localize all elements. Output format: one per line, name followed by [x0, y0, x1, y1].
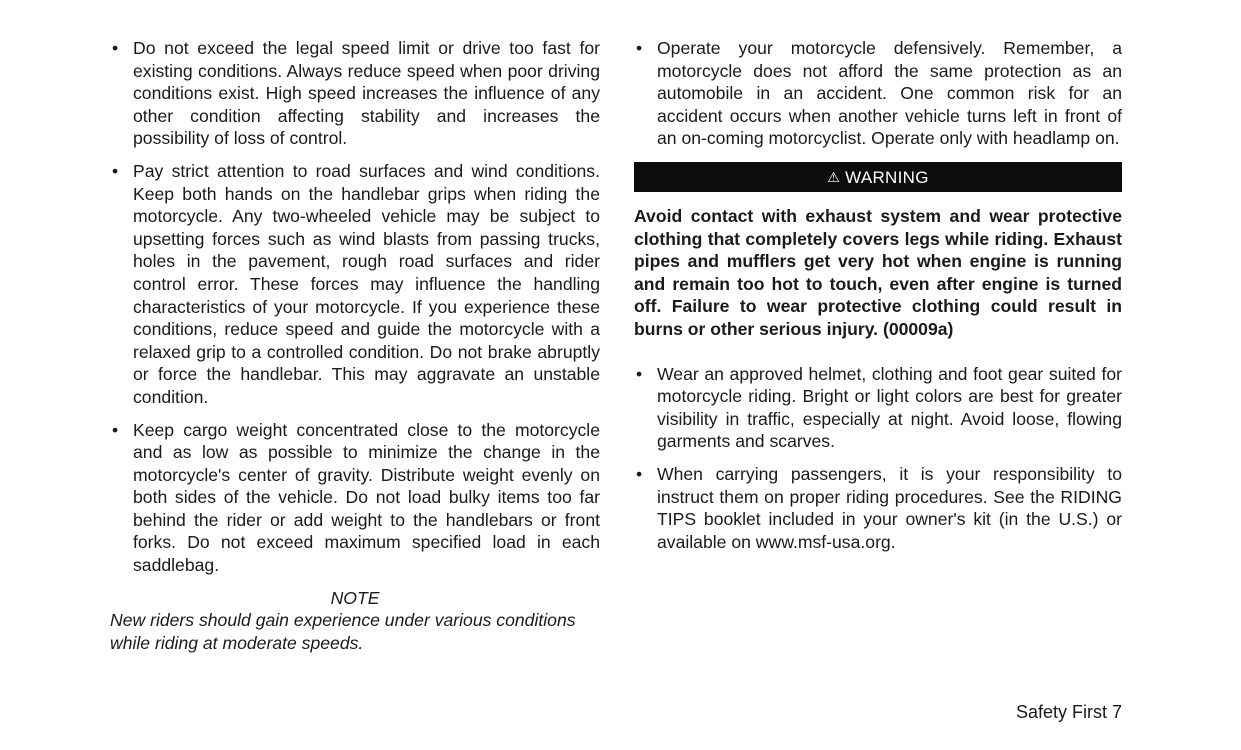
warning-triangle-icon: ⚠ — [827, 168, 841, 185]
bullet-text: When carrying passengers, it is your responsibility to instruct them on proper riding procedures. See the RIDING TIPS booklet included in your owner's kit (in the U.S.) or available on www.msf-usa.org. — [657, 463, 1122, 552]
note-heading: NOTE — [330, 587, 380, 608]
warning-label: WARNING — [845, 167, 929, 187]
warning-banner — [634, 162, 1122, 192]
bullet-item — [110, 160, 600, 409]
bullet-dot-icon: • — [636, 38, 643, 58]
bullet-text: Keep cargo weight concentrated close to the motorcycle and as low as possible to minimize the change in the motorcycle's center of gravity. Distribute weight evenly on both sides of the vehicle. Do not load bulky items too far behind the rider or add weight to the handlebars or front forks. Do not exceed maximum specified load in each saddlebag. — [133, 419, 600, 576]
left-column — [110, 37, 600, 654]
bullet-text: Pay strict attention to road surfaces and wind conditions. Keep both hands on the handlebar grips when riding the motorcycle. Any two-wheeled vehicle may be subject to upsetting forces such as wind blasts from passing trucks, holes in the pavement, rough road surfaces and rider control error. These forces may influence the handling characteristics of your motorcycle. If you experience these conditions, reduce speed and guide the motorcycle with a relaxed grip to a controlled condition. Do not brake abruptly or force the handlebar. This may aggravate an unstable condition. — [133, 160, 600, 407]
bullet-dot-icon: • — [112, 419, 119, 440]
bullet-dot-icon: • — [112, 160, 119, 181]
bullet-dot-icon: • — [636, 463, 643, 484]
right-bullet-list-top — [634, 37, 1122, 150]
bullet-text: Wear an approved helmet, clothing and foot gear suited for motorcycle riding. Bright or light colors are best for greater visibility in traffic, especially at night. Avoid loose, flowing garments and scarves. — [657, 363, 1122, 452]
bullet-item — [110, 419, 600, 577]
page-footer: Safety First 7 — [1015, 702, 1122, 722]
bullet-item — [634, 37, 1122, 150]
bullet-text: Operate your motorcycle defensively. Remember, a motorcycle does not afford the same protection as an automobile in an accident. One common risk for an accident occurs when another vehicle turns left in front of an on-coming motorcyclist. Operate only with headlamp on. — [657, 38, 1122, 149]
bullet-dot-icon: • — [112, 38, 119, 58]
bullet-item — [634, 463, 1122, 553]
right-bullet-list-bottom — [634, 363, 1122, 554]
bullet-item — [110, 37, 600, 150]
bullet-item — [634, 363, 1122, 453]
note-text: New riders should gain experience under various conditions while riding at moderate speeds. — [110, 610, 576, 653]
right-column — [634, 37, 1122, 563]
left-bullet-list — [110, 37, 600, 577]
bullet-text: Do not exceed the legal speed limit or drive too fast for existing conditions. Always reduce speed when poor driving conditions exist. High speed increases the influence of any other condition affecting stability and increases the possibility of loss of control. — [133, 38, 600, 149]
bullet-dot-icon: • — [636, 363, 643, 384]
warning-text: Avoid contact with exhaust system and wear protective clothing that completely covers legs while riding. Exhaust pipes and mufflers get very hot when engine is running and remain too hot to touch, even after engine is turned off. Failure to wear protective clothing could result in burns or other serious injury. (00009a) — [634, 205, 1122, 339]
